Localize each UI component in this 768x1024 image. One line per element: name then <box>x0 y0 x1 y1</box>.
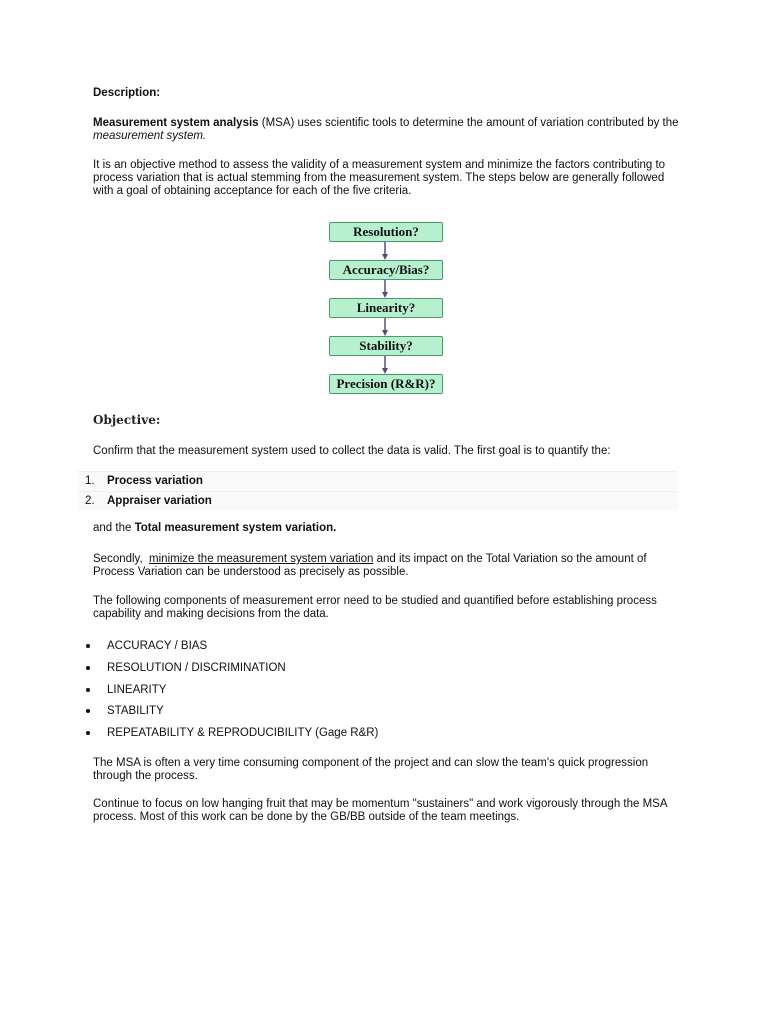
bullet-dot-icon <box>86 688 90 692</box>
msa-term: Measurement system analysis <box>93 117 259 129</box>
continue-focus-paragraph: Continue to focus on low hanging fruit that may be momentum "sustainers" and work vigorously through the MSA process. Most of this work can be done by the GB/BB outside of the team meetings. <box>93 798 667 823</box>
list-number: 2. <box>85 495 95 507</box>
bullet-dot-icon <box>86 666 90 670</box>
flow-step-resolution: Resolution? <box>329 222 443 242</box>
bullet-text: ACCURACY / BIAS <box>107 640 208 652</box>
secondly-lead: Secondly, <box>93 553 150 565</box>
arrow-down-icon <box>381 280 389 298</box>
arrow-down-icon <box>381 318 389 336</box>
msa-definition-text: (MSA) uses scientific tools to determine the amount of variation contributed by the <box>258 117 679 129</box>
flow-arrow <box>384 242 386 260</box>
msa-definition-paragraph <box>93 117 683 143</box>
msa-flowchart <box>329 222 444 394</box>
minimize-link-text: minimize the measurement system variation <box>149 553 374 565</box>
flow-arrow <box>384 318 386 336</box>
total-variation-bold: Total measurement system variation. <box>134 522 337 534</box>
components-paragraph: The following components of measurement error need to be studied and quantified before establishing process capability and making decisions from the data. <box>93 595 657 620</box>
numbered-item <box>78 471 678 491</box>
flow-step-stability: Stability? <box>329 336 443 356</box>
secondly-rest: and its impact on the Total Variation so the amount of Process Variation can be understood as precisely as possible. <box>93 553 650 578</box>
flow-arrow <box>384 356 386 374</box>
arrow-down-icon <box>381 242 389 260</box>
flow-arrow <box>384 280 386 298</box>
bullet-text: RESOLUTION / DISCRIMINATION <box>107 662 286 674</box>
description-heading: Description: <box>93 87 161 99</box>
msa-definition-italic: measurement system. <box>93 130 207 142</box>
list-item-label: Process variation <box>107 475 203 487</box>
bullet-text: LINEARITY <box>107 684 167 696</box>
secondly-paragraph <box>93 553 683 579</box>
bullet-dot-icon <box>86 709 90 713</box>
objective-heading: Objective: <box>93 413 161 427</box>
flow-step-accuracy-bias: Accuracy/Bias? <box>329 260 443 280</box>
total-variation-lead: and the <box>93 522 135 534</box>
list-item-label: Appraiser variation <box>107 495 212 507</box>
msa-time-paragraph: The MSA is often a very time consuming component of the project and can slow the team's quick progression through the process. <box>93 757 649 782</box>
bullet-dot-icon <box>86 644 90 648</box>
bullet-text: STABILITY <box>107 705 164 717</box>
objective-method-paragraph: It is an objective method to assess the validity of a measurement system and minimize the factors contributing to process variation that is actual stemming from the measurement system. The steps below are generally followed with a goal of obtaining acceptance for each of the five criteria. <box>93 159 666 197</box>
flow-step-precision: Precision (R&R)? <box>329 374 443 394</box>
numbered-item <box>78 491 678 511</box>
flow-step-linearity: Linearity? <box>329 298 443 318</box>
total-variation-paragraph <box>93 522 683 535</box>
arrow-down-icon <box>381 356 389 374</box>
bullet-text: REPEATABILITY & REPRODUCIBILITY (Gage R&R) <box>107 727 379 739</box>
bullet-dot-icon <box>86 731 90 735</box>
list-number: 1. <box>85 475 95 487</box>
confirm-paragraph: Confirm that the measurement system used to collect the data is valid. The first goal is to quantify the: <box>93 445 611 457</box>
